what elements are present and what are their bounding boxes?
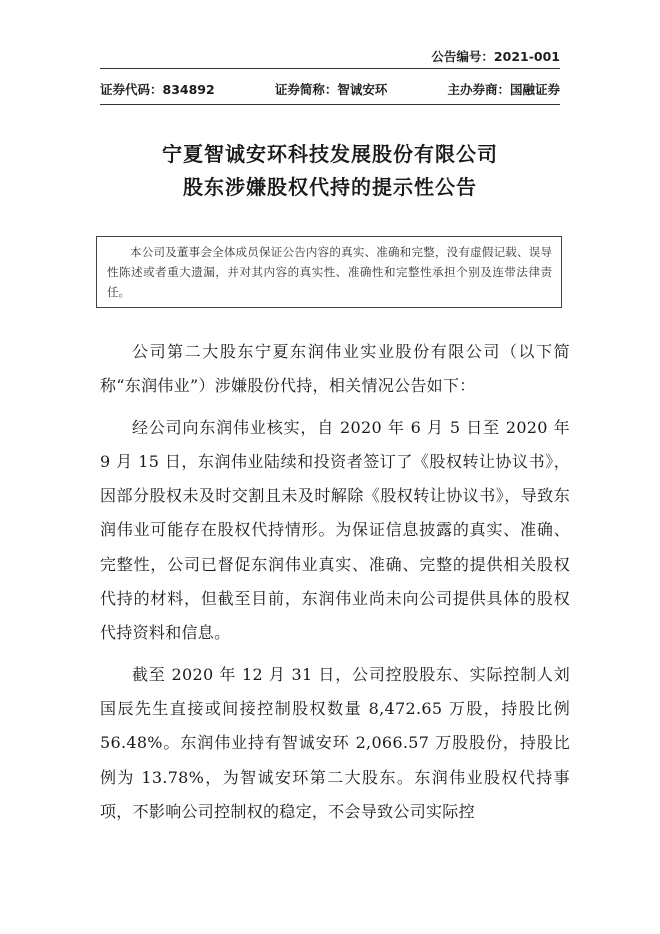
announcement-number: 公告编号：2021-001 — [431, 49, 560, 64]
header-rule-top — [100, 68, 560, 69]
announcement-title: 股东涉嫌股权代持的提示性公告 — [183, 175, 477, 199]
header-rule-bottom — [100, 104, 560, 105]
body-paragraph: 经公司向东润伟业核实，自 2020 年 6 月 5 日至 2020 年 9 月 15 日，东润伟业陆续和投资者签订了《股权转让协议书》，因部分股权未及时交割且未及时解除《股权转让协议书》，导致东润伟业可能存在股权代持情形。为保证信息披露的真实、准确、完整性，公司已督促东润伟业真实、准确、完整的提供相关股权代持的材料，但截至目前，东润伟业尚未向公司提供具体的股权代持资料和信息。 — [100, 417, 570, 643]
security-name: 证券简称：智诚安环 — [274, 82, 388, 97]
disclaimer-notice-box: 本公司及董事会全体成员保证公告内容的真实、准确和完整，没有虚假记载、误导性陈述或者重大遗漏，并对其内容的真实性、准确性和完整性承担个别及连带法律责任。 — [96, 236, 562, 308]
security-code: 证券代码：834892 — [100, 82, 215, 97]
body-paragraph: 截至 2020 年 12 月 31 日，公司控股股东、实际控制人刘国辰先生直接或间接控制股权数量 8,472.65 万股，持股比例 56.48%。东润伟业持有智诚安环 2,066.57 万股股份，持股比例为 13.78%，为智诚安环第二大股东。东润伟业股权代持事项，不影响公司控制权的稳定，不会导致公司实际控 — [100, 664, 570, 821]
company-title: 宁夏智诚安环科技发展股份有限公司 — [162, 142, 498, 166]
body-paragraph: 公司第二大股东宁夏东润伟业实业股份有限公司（以下简称“东润伟业”）涉嫌股份代持，相关情况公告如下： — [100, 342, 570, 396]
header-meta-row — [100, 80, 560, 98]
sponsor-broker: 主办券商：国融证券 — [447, 82, 560, 97]
announcement-body — [100, 335, 570, 836]
